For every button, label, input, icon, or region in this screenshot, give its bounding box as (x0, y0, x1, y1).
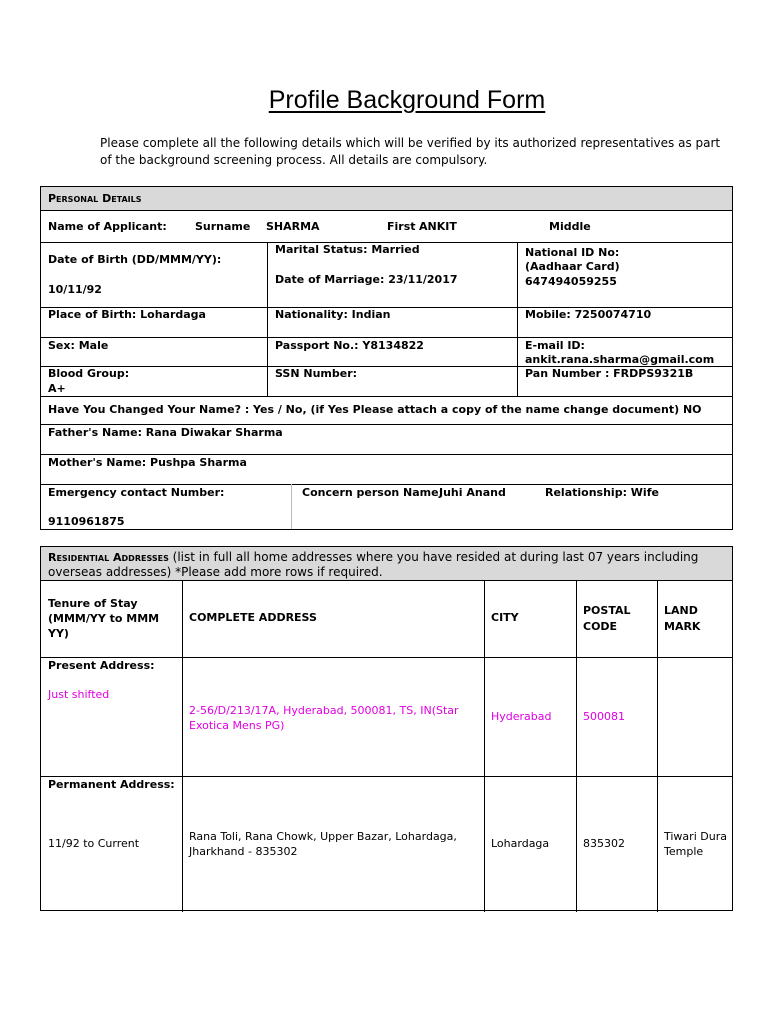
intro-text: Please complete all the following details which will be verified by its authorized representatives as part of the background screening process. All details are compulsory. (100, 136, 721, 167)
surname-label: Surname (195, 220, 251, 233)
father-name: Father's Name: Rana Diwakar Sharma (48, 426, 283, 439)
concern-person-name: Juhi Anand (439, 486, 506, 499)
present-tenure: Just shifted (48, 688, 110, 701)
personal-section-label: Personal Details (48, 192, 142, 205)
permanent-postal: 835302 (583, 837, 625, 850)
emergency-number: 9110961875 (48, 515, 125, 528)
blood-group-value: A+ (48, 382, 66, 395)
ssn-label: SSN Number: (275, 367, 358, 380)
national-id-label: National ID No: (525, 246, 620, 259)
permanent-landmark: Tiwari Dura Temple (664, 830, 727, 858)
birth-place: Place of Birth: Lohardaga (48, 308, 206, 321)
present-address: 2-56/D/213/17A, Hyderabad, 500081, TS, IN(Star Exotica Mens PG) (189, 704, 459, 732)
residential-section-note: (list in full all home addresses where you have resided at during last 07 years including overseas addresses) *Please add more rows if required. (48, 550, 699, 579)
header-city: CITY (491, 611, 519, 624)
header-tenure: Tenure of Stay (MMM/YY to MMM YY) (48, 597, 160, 640)
emergency-label: Emergency contact Number: (48, 486, 225, 499)
national-id-value: 647494059255 (525, 275, 617, 288)
passport: Passport No.: Y8134822 (275, 339, 424, 352)
first-name-value: ANKIT (419, 220, 457, 233)
name-label: Name of Applicant: (48, 220, 167, 233)
residential-section-header (41, 547, 732, 581)
dob-label: Date of Birth (DD/MMM/YY): (48, 253, 222, 266)
name-change-question: Have You Changed Your Name? : Yes / No, (if Yes Please attach a copy of the name change document) NO (48, 403, 702, 416)
email-label: E-mail ID: (525, 339, 585, 352)
present-postal: 500081 (583, 710, 625, 723)
permanent-city: Lohardaga (491, 837, 550, 850)
present-address-label: Present Address: (48, 659, 155, 672)
residential-addresses-table (40, 546, 733, 911)
mother-name: Mother's Name: Pushpa Sharma (48, 456, 247, 469)
personal-details-table (40, 186, 733, 530)
first-name-label: First (387, 220, 416, 233)
concern-person-label: Concern person Name: (302, 486, 444, 499)
permanent-address-label: Permanent Address: (48, 778, 175, 791)
sex: Sex: Male (48, 339, 109, 352)
permanent-tenure: 11/92 to Current (48, 837, 140, 850)
present-city: Hyderabad (491, 710, 552, 723)
pan-number: Pan Number : FRDPS9321B (525, 367, 694, 380)
header-landmark: LAND MARK (664, 604, 701, 633)
personal-section-header (41, 187, 732, 211)
blood-group-label: Blood Group: (48, 367, 130, 380)
residential-section-label: Residential Addresses (48, 551, 169, 564)
national-id-sub: (Aadhaar Card) (525, 260, 620, 273)
email-value: ankit.rana.sharma@gmail.com (525, 353, 715, 366)
surname-value: SHARMA (266, 220, 320, 233)
header-postal: POSTAL CODE (583, 604, 631, 633)
dob-value: 10/11/92 (48, 283, 102, 296)
marital-status: Marital Status: Married (275, 243, 420, 256)
middle-name-label: Middle (549, 220, 591, 233)
nationality: Nationality: Indian (275, 308, 391, 321)
page-title: Profile Background Form (268, 86, 546, 114)
mobile: Mobile: 7250074710 (525, 308, 652, 321)
marriage-date: Date of Marriage: 23/11/2017 (275, 273, 458, 286)
header-address: COMPLETE ADDRESS (189, 611, 317, 624)
permanent-address: Rana Toli, Rana Chowk, Upper Bazar, Lohardaga, Jharkhand - 835302 (189, 830, 457, 858)
relationship: Relationship: Wife (545, 486, 659, 499)
